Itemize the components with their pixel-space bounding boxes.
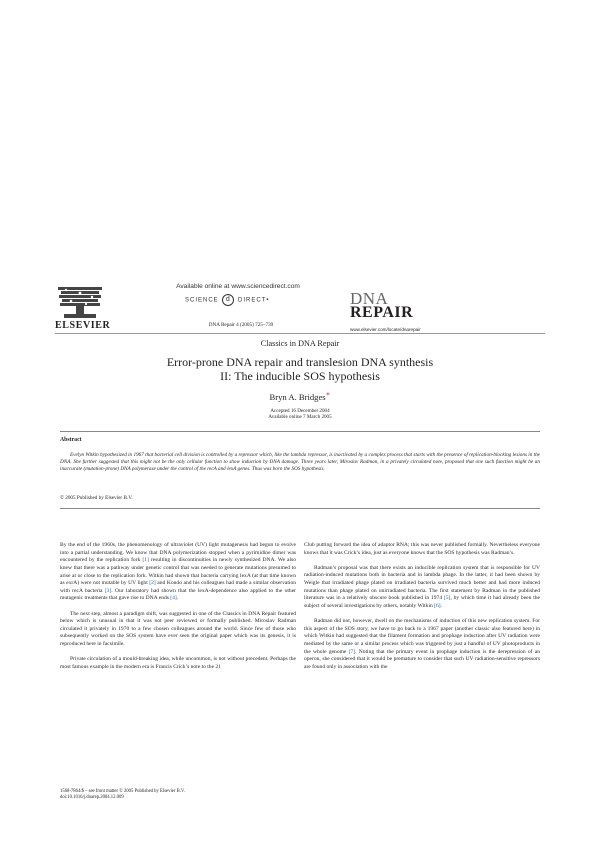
available-date: Available online 7 March 2005	[268, 414, 332, 421]
abstract-top-rule	[60, 431, 540, 432]
citation-link[interactable]: [5]	[443, 595, 451, 602]
journal-url[interactable]: www.elsevier.com/locate/dnarepair	[350, 327, 421, 332]
abstract-copyright: © 2005 Published by Elsevier B.V.	[60, 495, 133, 501]
section-label: Classics in DNA Repair	[260, 339, 340, 348]
accepted-date: Accepted 16 December 2004	[270, 408, 330, 414]
citation-link[interactable]: [4]	[170, 595, 177, 602]
sciencedirect-logo: SCIENCE d DIRECT•	[185, 294, 293, 305]
abstract-bottom-rule	[60, 508, 540, 509]
citation-link[interactable]: [3]	[104, 587, 112, 594]
citation-link[interactable]: [7]	[348, 648, 356, 655]
body-paragraph: Private circulation of a mould-breaking idea, while uncommon, is not without precedent. Perhaps the most famous example in the modern era is Francis Crick’s note to the 21	[60, 656, 296, 670]
citation-link[interactable]: [2]	[149, 580, 156, 587]
publisher-name: ELSEVIER	[55, 320, 111, 331]
body-paragraph: Radman’s proposal was that there exists an inducible replication system that is responsible for UV radiation-induced mutations both in bacteria and in lambda phage. In the latter, it had been shown by Weigle that irradiated phage plated on irradiated bacteria survived much better and had more induced mutations than phage plated on unirradiated bacteria. The first statement by Radman in the published literature was in a relatively obscure book published in 1974 [5], by which time it had already been the subject of several investigations by others, notably Witkin [6].	[304, 564, 540, 609]
author-line	[0, 389, 600, 402]
article-title-line1: Error-prone DNA repair and translesion DNA synthesis	[166, 355, 434, 369]
body-paragraph: By the end of the 1960s, the phenomenology of ultraviolet (UV) light mutagenesis had begun to evolve into a partial understanding. We know that DNA polymerization stopped when a pyrimidine dimer was encountered by the replication fork [1] resulting in discontinuities in newly synthesized DNA. We also knew that there was a pathway under genetic control that was needed to generate mutations presumed to arise at or close to the replication fork. Witkin had shown that bacteria carrying lexA (at that time known as exrA) were not mutable by UV light [2] and Kondo and his colleagues had made a similar observation with recA bacteria [3]. Our laboratory had shown that the lexA-dependence also applied to the other mutagenic treatments that gave rise to DNA ends [4].	[60, 542, 297, 602]
journal-name-repair: REPAIR	[350, 304, 414, 321]
citation-link[interactable]: [6]	[434, 602, 441, 609]
citation-link[interactable]: [1]	[142, 557, 149, 564]
article-title-line2: II: The inducible SOS hypothesis	[220, 369, 380, 383]
journal-reference: DNA Repair 4 (2005) 725–739	[208, 322, 274, 328]
sciencedirect-at-icon: d	[222, 294, 234, 306]
article-dates	[0, 408, 600, 421]
footer-block	[60, 789, 300, 802]
body-paragraph: The next step, almost a paradigm shift, was suggested in one of the Classics in DNA Repair featured below which is unusual in that it was not peer reviewed or formally published. Miroslav Radman circulated it privately in 1970 to a few chosen colleagues around the world. Since few of those who subsequently worked on the SOS system have ever seen the original paper which was its genesis, it is reproduced here in facsimile.	[60, 610, 296, 648]
body-column-left	[60, 542, 296, 672]
issn-line: 1568-7864/$ – see front matter © 2005 Published by Elsevier B.V.	[60, 789, 185, 794]
author-footnote-mark[interactable]: ∗	[325, 390, 331, 398]
sciencedirect-right-word: DIRECT	[238, 297, 267, 304]
abstract-heading: Abstract	[60, 437, 82, 443]
elsevier-tree-logo	[56, 284, 104, 320]
doi-line[interactable]: doi:10.1016/j.dnarep.2004.12.009	[60, 795, 124, 801]
header-rule	[55, 333, 545, 334]
available-online-text: Available online at www.sciencedirect.com	[176, 283, 300, 290]
body-column-right	[304, 542, 540, 672]
sciencedirect-left-word: SCIENCE	[185, 297, 219, 304]
body-paragraph: Club putting forward the idea of adaptor RNA; this was never published formally. Nevertheless everyone knows that it was Crick’s idea, just as everyone knows that the SOS hypothesis was Radman’s.	[304, 542, 540, 556]
author-name: Bryn A. Bridges	[269, 391, 326, 402]
abstract-text: Evelyn Witkin hypothesized in 1967 that bacterial cell division is controlled by a repressor which, like the lambda repressor, is inactivated by a complex process that starts with the presence of replication-blocking lesions in the DNA. She further suggested that this might not be the only cellular function to show induction by DNA damage. Three years later, Miroslav Radman, in a privately circulated note, proposed that one such function might be an inaccurate (mutation-prone) DNA polymerase under the control of the recA and lexA genes. Thus was born the SOS hypothesis.	[60, 452, 540, 473]
journal-name-dna: DNA	[350, 289, 389, 308]
body-paragraph: Radman did not, however, dwell on the mechanisms of induction of this new replication system. For this aspect of the SOS story, we have to go back to a 1967 paper (another classic also featured here) in which Witkin had suggested that the filament formation and prophage induction after UV radiation were mediated by the same or a similar process which was triggered by just a handful of UV photoproducts in the whole genome [7]. Noting that the primary event in prophage induction is the derepression of an operon, she considered that it would be premature to consider that such UV radiation-sensitive repressors are found only in association with the	[304, 618, 540, 670]
